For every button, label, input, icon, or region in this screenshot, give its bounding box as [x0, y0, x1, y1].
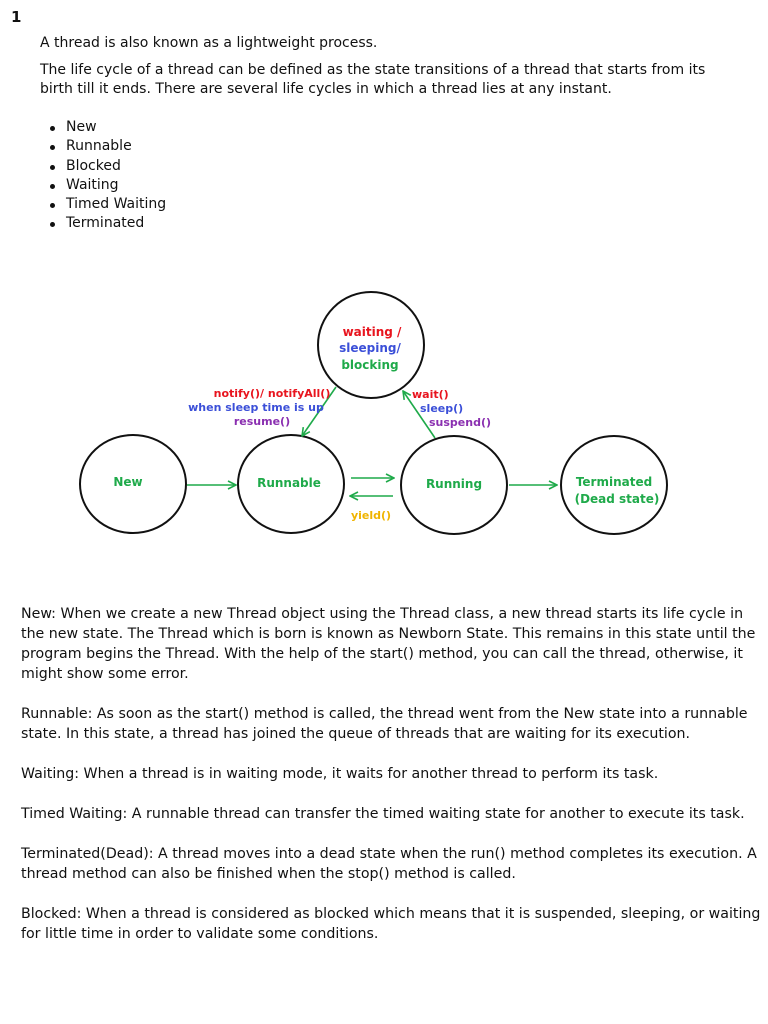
left-edge-label: notify()/ notifyAll()	[213, 387, 331, 400]
waiting-node-label: blocking	[341, 358, 399, 372]
page-number: 1	[11, 8, 22, 26]
left-edge-label: when sleep time is up	[188, 401, 324, 414]
description-paragraph: Waiting: When a thread is in waiting mode, it waits for another thread to perform its task.	[21, 766, 659, 782]
intro-section	[40, 34, 710, 107]
list-item: New	[48, 118, 166, 137]
description-paragraph: New: When we create a new Thread object using the Thread class, a new thread starts its life cycle in the new state. The Thread which is born is known as Newborn State. This remains in this state until the program begins the Thread. With the help of the start() method, you can call the thread, otherwise, it might show some error.	[21, 606, 756, 682]
new-node-label: New	[113, 475, 143, 489]
right-edge-label: sleep()	[420, 402, 464, 415]
description-paragraph: Runnable: As soon as the start() method is called, the thread went from the New state into a runnable state. In this state, a thread has joined the queue of threads that are waiting for its execution.	[21, 706, 748, 742]
right-edge-label: wait()	[412, 388, 449, 401]
state-descriptions	[21, 604, 766, 964]
description-paragraph: Timed Waiting: A runnable thread can transfer the timed waiting state for another to execute its task.	[21, 806, 745, 822]
waiting-node-label: sleeping/	[339, 341, 401, 355]
yield-label: yield()	[350, 509, 392, 522]
description-paragraph: Terminated(Dead): A thread moves into a dead state when the run() method completes its execution. A thread method can also be finished when the stop() method is called.	[21, 846, 757, 882]
left-edge-label: resume()	[233, 415, 291, 428]
list-item: Waiting	[48, 176, 166, 195]
thread-lifecycle-diagram	[0, 280, 768, 540]
list-item: Runnable	[48, 137, 166, 156]
waiting-node-label: waiting /	[342, 325, 402, 339]
terminated-node-label: (Dead state)	[574, 492, 660, 506]
list-item: Timed Waiting	[48, 195, 166, 214]
intro-paragraph: The life cycle of a thread can be defined as the state transitions of a thread that starts from its birth till it ends. There are several life cycles in which a thread lies at any instant.	[40, 62, 706, 97]
description-paragraph: Blocked: When a thread is considered as blocked which means that it is suspended, sleeping, or waiting for little time in order to validate some conditions.	[21, 906, 761, 942]
terminated-node-label: Terminated	[575, 475, 653, 489]
list-item: Blocked	[48, 157, 166, 176]
thread-state-list	[48, 118, 166, 234]
running-node-label: Running	[425, 477, 483, 491]
list-item: Terminated	[48, 214, 166, 233]
intro-paragraph: A thread is also known as a lightweight process.	[40, 35, 378, 51]
right-edge-label: suspend()	[429, 416, 492, 429]
runnable-node-label: Runnable	[257, 476, 321, 490]
